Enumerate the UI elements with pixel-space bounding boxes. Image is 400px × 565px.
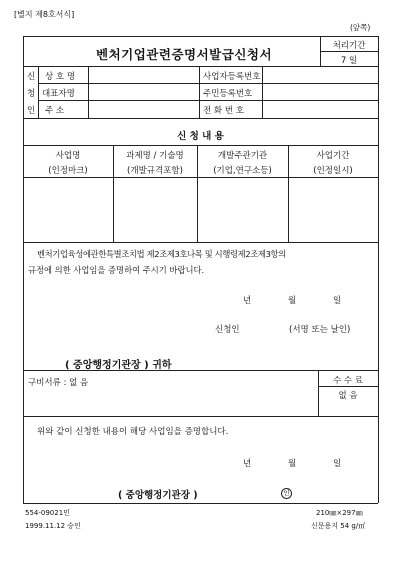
request-heading: 신 청 내 용 <box>177 131 224 142</box>
column-lead-institution-sub: (기업,연구소등) <box>213 166 272 176</box>
paper-type: 신문용지 54 g/㎡ <box>311 522 366 530</box>
paper-size: 210㎜×297㎜ <box>316 509 363 517</box>
statement-line-2: 규정에 의한 사업임을 증명하여 주시기 바랍니다. <box>28 265 205 275</box>
applicant-side-char-1: 신 <box>27 72 36 82</box>
resident-reg-number-field[interactable] <box>263 84 377 99</box>
applicant-side-char-2: 청 <box>27 89 36 99</box>
project-name-cell[interactable] <box>114 178 196 241</box>
application-date-day: 일 <box>333 296 342 306</box>
attachments-label: 구비서류 : 없 음 <box>28 378 89 388</box>
application-date-month: 월 <box>288 296 297 306</box>
column-project-name: 과제명 / 기술명 <box>126 151 184 161</box>
form-code: 554-09021민 <box>25 509 70 517</box>
representative-field[interactable] <box>89 84 198 99</box>
approval-date: 1999.11.12 승인 <box>25 522 81 530</box>
phone-field[interactable] <box>263 101 377 117</box>
processing-period-value: 7 일 <box>340 56 358 66</box>
business-period-cell[interactable] <box>289 178 377 241</box>
column-project-name-sub: (개발규격포함) <box>127 166 183 176</box>
business-reg-number-label: 사업자등록번호 <box>203 72 261 82</box>
column-business-period: 사업기간 <box>316 151 350 161</box>
representative-label: 대표자명 <box>42 89 75 99</box>
business-reg-number-field[interactable] <box>263 67 377 82</box>
address-label: 주 소 <box>45 106 65 116</box>
form-title: 벤처기업관련증명서발급신청서 <box>96 47 273 62</box>
column-business-name-sub: (인정마크) <box>48 166 88 176</box>
certification-text: 위와 같이 신청한 내용이 해당 사업임을 증명합니다. <box>37 427 229 437</box>
certification-date-month: 월 <box>288 459 297 469</box>
certification-date-year: 년 <box>243 459 252 469</box>
fee-label: 수 수 료 <box>332 376 364 386</box>
applicant-signer-label: 신청인 <box>215 325 240 335</box>
resident-reg-number-label: 주민등록번호 <box>203 89 253 99</box>
lead-institution-cell[interactable] <box>198 178 287 241</box>
page-side-label: (앞쪽) <box>350 23 371 32</box>
statement-line-1: 벤처기업육성에관한특별조치법 제2조제3호나목 및 시행령제2조제3항의 <box>37 249 286 259</box>
official-seal-mark: 인 <box>281 488 292 499</box>
certification-date-day: 일 <box>333 459 342 469</box>
address-field[interactable] <box>89 101 198 117</box>
column-lead-institution: 개발주관기관 <box>217 151 268 161</box>
application-date-year: 년 <box>243 296 252 306</box>
addressee: ( 중앙행정기관장 ) 귀하 <box>65 360 172 371</box>
column-business-name: 사업명 <box>55 151 81 161</box>
phone-label: 전 화 번 호 <box>203 106 244 116</box>
fee-value: 없 음 <box>338 391 358 401</box>
processing-period-label: 처리기간 <box>332 41 366 51</box>
form-id: [별지 제8호서식] <box>14 10 75 19</box>
business-name-cell[interactable] <box>24 178 112 241</box>
company-name-label: 상 호 명 <box>45 72 76 82</box>
applicant-side-char-3: 인 <box>27 106 36 116</box>
company-name-field[interactable] <box>89 67 198 82</box>
certifying-authority: ( 중앙행정기관장 ) <box>118 490 198 501</box>
signature-note: (서명 또는 날인) <box>289 325 351 335</box>
column-business-period-sub: (인정일시) <box>313 166 353 176</box>
